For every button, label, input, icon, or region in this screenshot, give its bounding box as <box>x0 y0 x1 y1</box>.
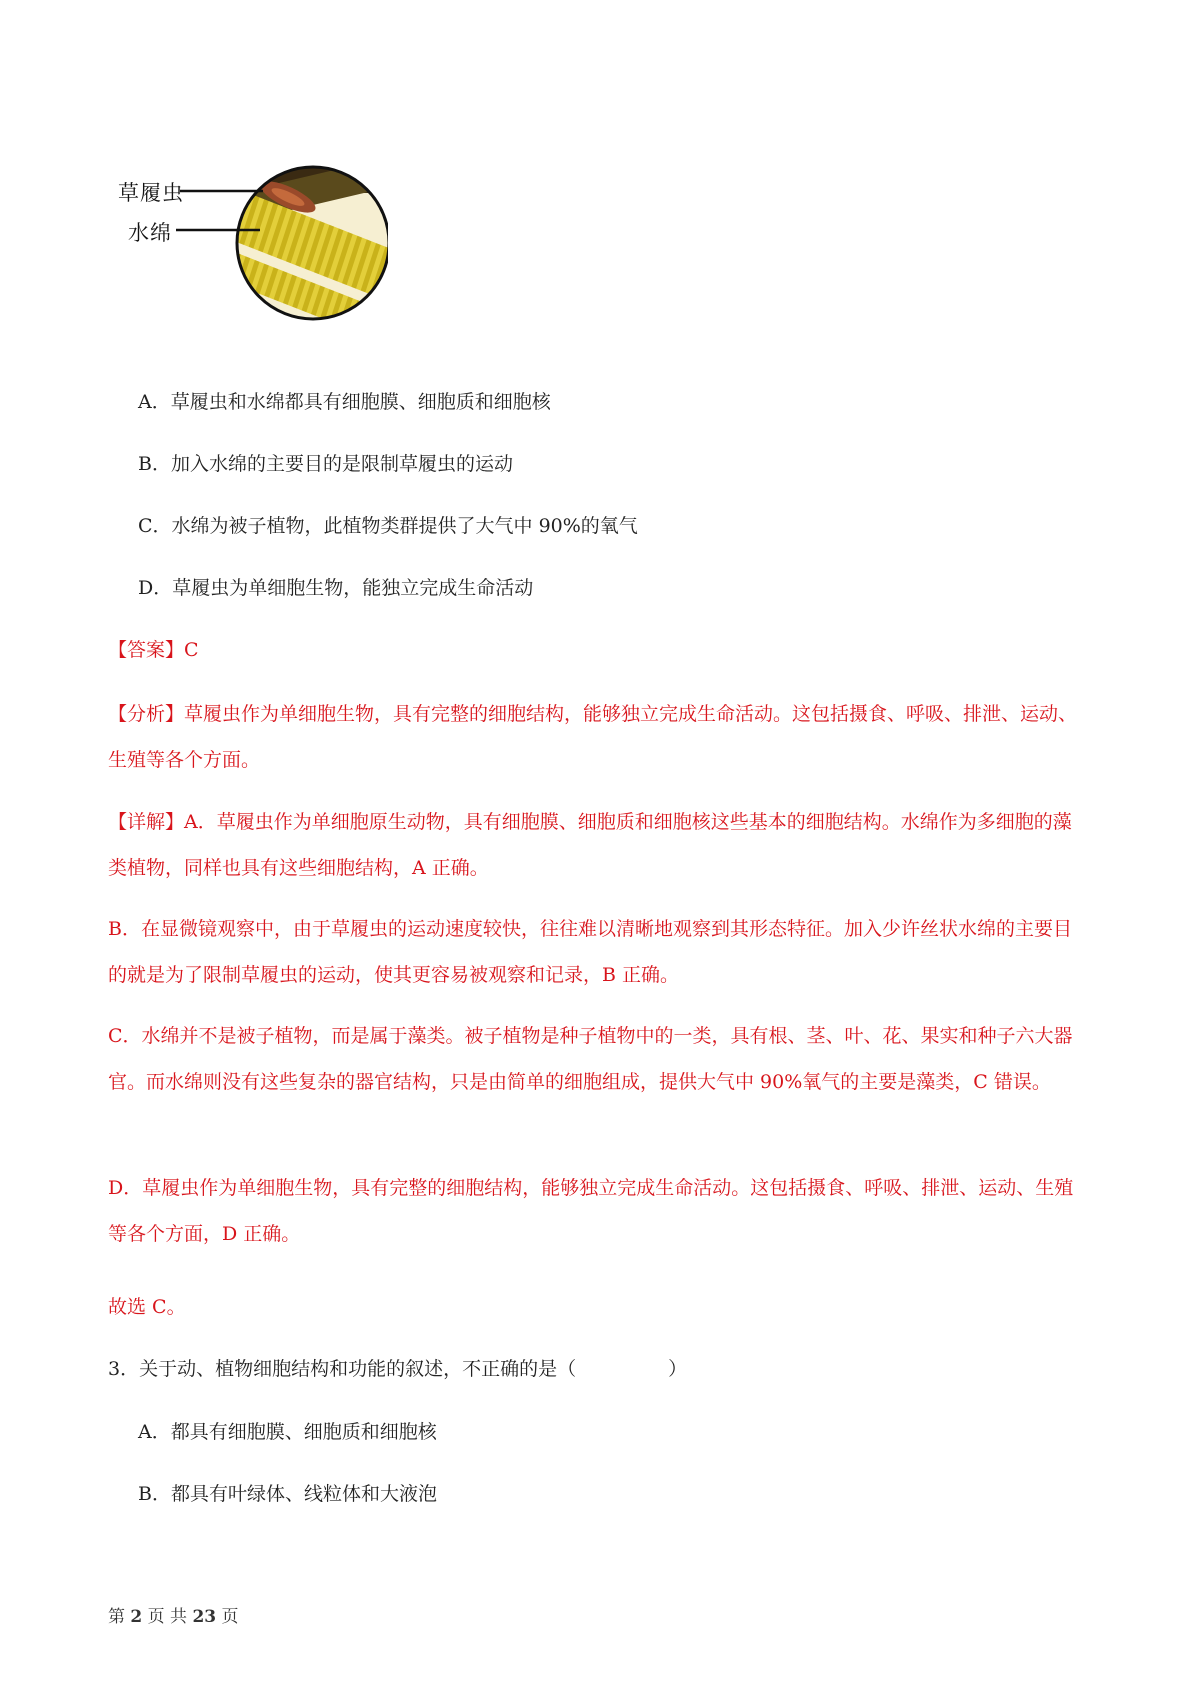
q2-option-b: B．加入水绵的主要目的是限制草履虫的运动 <box>138 453 513 475</box>
detail-a-paragraph <box>108 799 1084 891</box>
q3-stem <box>108 1355 687 1383</box>
detail-b-paragraph: B．在显微镜观察中，由于草履虫的运动速度较快，往往难以清晰地观察到其形态特征。加入少许丝状水绵的主要目的就是为了限制草履虫的运动，使其更容易被观察和记录，B 正确。 <box>108 918 1072 986</box>
analysis-paragraph <box>108 691 1084 783</box>
answer-line <box>108 636 199 664</box>
conclusion: 故选 C。 <box>108 1296 186 1318</box>
analysis-label: 【分析】 <box>108 703 185 725</box>
label-paramecium: 草履虫 <box>118 181 184 205</box>
detail-d-paragraph: D．草履虫作为单细胞生物，具有完整的细胞结构，能够独立完成生命活动。这包括摄食、呼吸、排泄、运动、生殖等各个方面，D 正确。 <box>108 1177 1074 1245</box>
q3-option-b: B．都具有叶绿体、线粒体和大液泡 <box>138 1483 437 1505</box>
detail-a-text: A．草履虫作为单细胞原生动物，具有细胞膜、细胞质和细胞核这些基本的细胞结构。水绵作为多细胞的藻类植物，同样也具有这些细胞结构，A 正确。 <box>108 811 1072 879</box>
q2-option-a: A．草履虫和水绵都具有细胞膜、细胞质和细胞核 <box>138 391 551 413</box>
detail-c-paragraph: C．水绵并不是被子植物，而是属于藻类。被子植物是种子植物中的一类，具有根、茎、叶、花、果实和种子六大器官。而水绵则没有这些复杂的器官结构，只是由简单的细胞组成，提供大气中 90%氧气的主要是藻类，C 错误。 <box>108 1025 1073 1093</box>
footer-prefix: 第 <box>108 1607 125 1627</box>
analysis-text: 草履虫作为单细胞生物，具有完整的细胞结构，能够独立完成生命活动。这包括摄食、呼吸、排泄、运动、生殖等各个方面。 <box>108 703 1078 771</box>
q2-option-d: D．草履虫为单细胞生物，能独立完成生命活动 <box>138 577 534 599</box>
label-spirogyra: 水绵 <box>128 221 172 245</box>
footer-mid: 页 共 <box>147 1607 188 1627</box>
q3-stem-close: ） <box>668 1358 688 1380</box>
q3-option-a: A．都具有细胞膜、细胞质和细胞核 <box>138 1421 437 1443</box>
q3-stem-text: 3．关于动、植物细胞结构和功能的叙述，不正确的是（ <box>108 1358 577 1380</box>
detail-label: 【详解】 <box>108 811 185 833</box>
microscope-figure <box>118 165 388 325</box>
answer-value: C <box>184 639 199 661</box>
microscope-field-image <box>118 165 388 325</box>
footer-suffix: 页 <box>221 1607 239 1627</box>
footer-page-number: 2 <box>130 1607 143 1627</box>
answer-label: 【答案】 <box>108 639 185 661</box>
q2-option-c: C．水绵为被子植物，此植物类群提供了大气中 90%的氧气 <box>138 515 638 537</box>
footer-total-pages: 23 <box>192 1607 217 1627</box>
page-footer <box>108 1602 239 1627</box>
